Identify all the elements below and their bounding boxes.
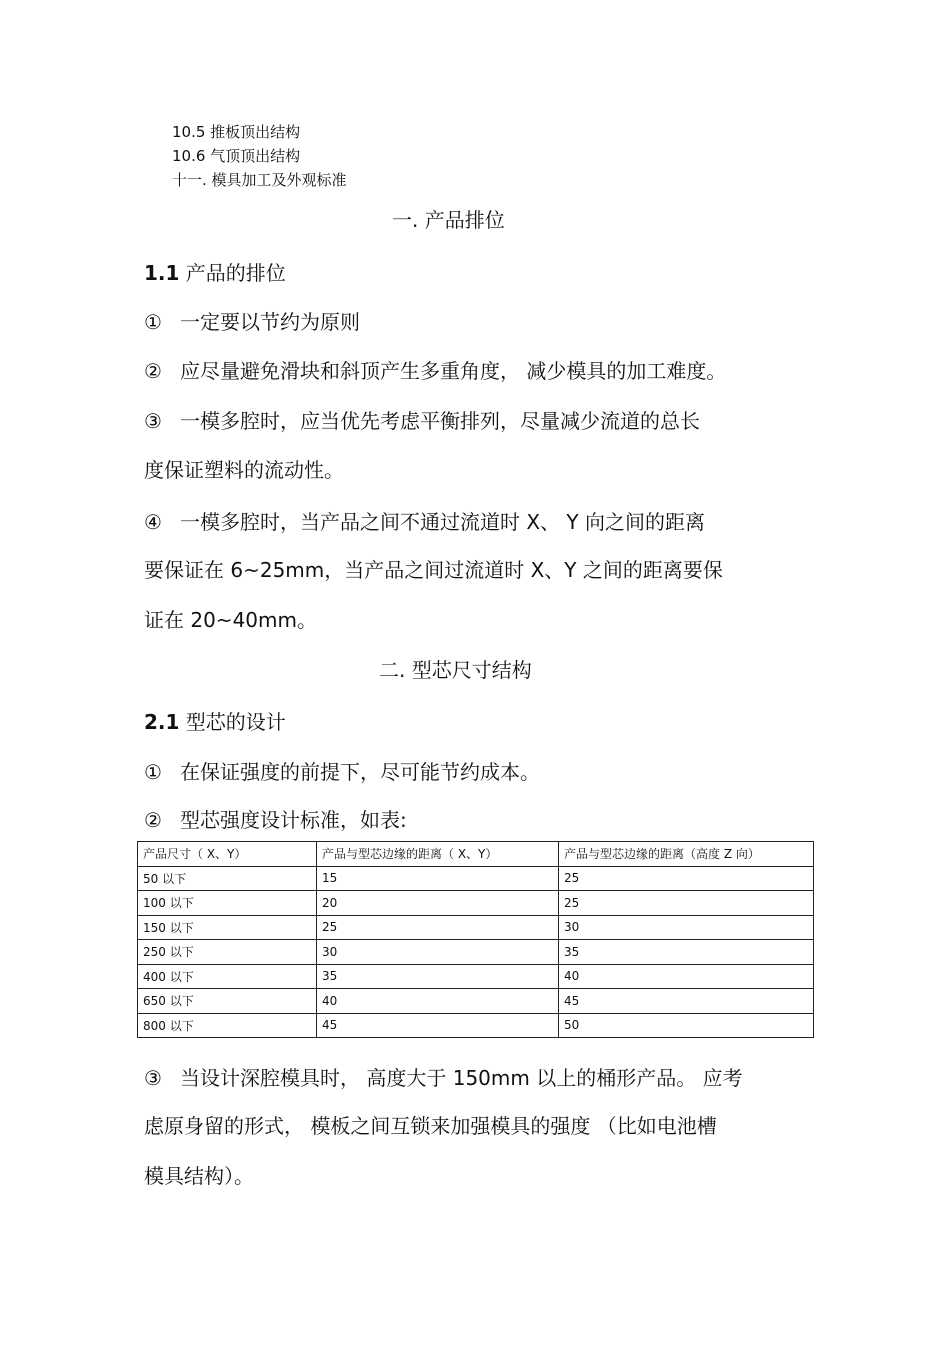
list-item bbox=[144, 756, 540, 785]
toc-line: 十一. 模具加工及外观标准 bbox=[172, 171, 347, 189]
table-cell: 20 bbox=[317, 891, 559, 916]
item-text: 当设计深腔模具时， 高度大于 150mm 以上的桶形产品。 应考 bbox=[180, 1066, 743, 1090]
table-row bbox=[138, 989, 814, 1014]
table-cell: 100 以下 bbox=[138, 891, 317, 916]
item-marker: ① bbox=[144, 760, 162, 784]
table-cell: 50 bbox=[559, 1013, 814, 1038]
item-continuation: 虑原身留的形式， 模板之间互锁来加强模具的强度 （比如电池槽 bbox=[144, 1114, 717, 1138]
toc-line: 10.6 气顶顶出结构 bbox=[172, 147, 301, 165]
table-cell: 30 bbox=[559, 915, 814, 940]
table-row bbox=[138, 866, 814, 891]
item-text: 一定要以节约为原则 bbox=[180, 310, 360, 334]
list-item bbox=[144, 506, 705, 535]
subsection-heading bbox=[144, 257, 286, 286]
core-strength-table bbox=[137, 841, 814, 1038]
list-item bbox=[144, 405, 700, 434]
table-cell: 650 以下 bbox=[138, 989, 317, 1014]
table-cell: 25 bbox=[559, 866, 814, 891]
list-item bbox=[144, 306, 360, 335]
item-marker: ① bbox=[144, 310, 162, 334]
list-item bbox=[144, 804, 407, 833]
table-row bbox=[138, 1013, 814, 1038]
table-header: 产品与型芯边缘的距离（ X、Y） bbox=[317, 842, 559, 867]
item-text: 型芯强度设计标准，如表: bbox=[180, 808, 407, 832]
list-item bbox=[144, 355, 726, 384]
table-header: 产品与型芯边缘的距离（高度 Z 向） bbox=[559, 842, 814, 867]
table-header-row bbox=[138, 842, 814, 867]
item-marker: ② bbox=[144, 359, 162, 383]
subsection-heading bbox=[144, 706, 286, 735]
item-text: 应尽量避免滑块和斜顶产生多重角度， 减少模具的加工难度。 bbox=[180, 359, 727, 383]
table-cell: 15 bbox=[317, 866, 559, 891]
item-text: 在保证强度的前提下，尽可能节约成本。 bbox=[180, 760, 540, 784]
section-title: 二. 型芯尺寸结构 bbox=[379, 658, 532, 682]
item-continuation: 度保证塑料的流动性。 bbox=[144, 458, 344, 482]
section-title: 一. 产品排位 bbox=[392, 208, 505, 232]
table-row bbox=[138, 940, 814, 965]
subsection-number: 1.1 bbox=[144, 261, 180, 285]
table-cell: 150 以下 bbox=[138, 915, 317, 940]
table-row bbox=[138, 964, 814, 989]
table-cell: 35 bbox=[559, 940, 814, 965]
table-cell: 800 以下 bbox=[138, 1013, 317, 1038]
table-cell: 25 bbox=[317, 915, 559, 940]
item-text: 一模多腔时，应当优先考虑平衡排列，尽量减少流道的总长 bbox=[180, 409, 700, 433]
item-continuation: 要保证在 6~25mm，当产品之间过流道时 X、Y 之间的距离要保 bbox=[144, 558, 723, 582]
subsection-text: 产品的排位 bbox=[179, 261, 286, 285]
table-cell: 45 bbox=[559, 989, 814, 1014]
table-cell: 25 bbox=[559, 891, 814, 916]
table-cell: 40 bbox=[559, 964, 814, 989]
item-text: 一模多腔时，当产品之间不通过流道时 X、 Y 向之间的距离 bbox=[180, 510, 705, 534]
table-cell: 50 以下 bbox=[138, 866, 317, 891]
table-row bbox=[138, 891, 814, 916]
table-header: 产品尺寸（ X、Y） bbox=[138, 842, 317, 867]
table-cell: 400 以下 bbox=[138, 964, 317, 989]
item-marker: ② bbox=[144, 808, 162, 832]
table-cell: 250 以下 bbox=[138, 940, 317, 965]
table-cell: 30 bbox=[317, 940, 559, 965]
list-item bbox=[144, 1062, 743, 1091]
toc-line: 10.5 推板顶出结构 bbox=[172, 123, 301, 141]
item-marker: ③ bbox=[144, 1066, 162, 1090]
item-continuation: 证在 20~40mm。 bbox=[144, 608, 317, 632]
subsection-text: 型芯的设计 bbox=[179, 710, 286, 734]
table-cell: 45 bbox=[317, 1013, 559, 1038]
item-marker: ④ bbox=[144, 510, 162, 534]
item-marker: ③ bbox=[144, 409, 162, 433]
table-cell: 40 bbox=[317, 989, 559, 1014]
subsection-number: 2.1 bbox=[144, 710, 180, 734]
item-continuation: 模具结构）。 bbox=[144, 1164, 254, 1188]
table-row bbox=[138, 915, 814, 940]
table-cell: 35 bbox=[317, 964, 559, 989]
